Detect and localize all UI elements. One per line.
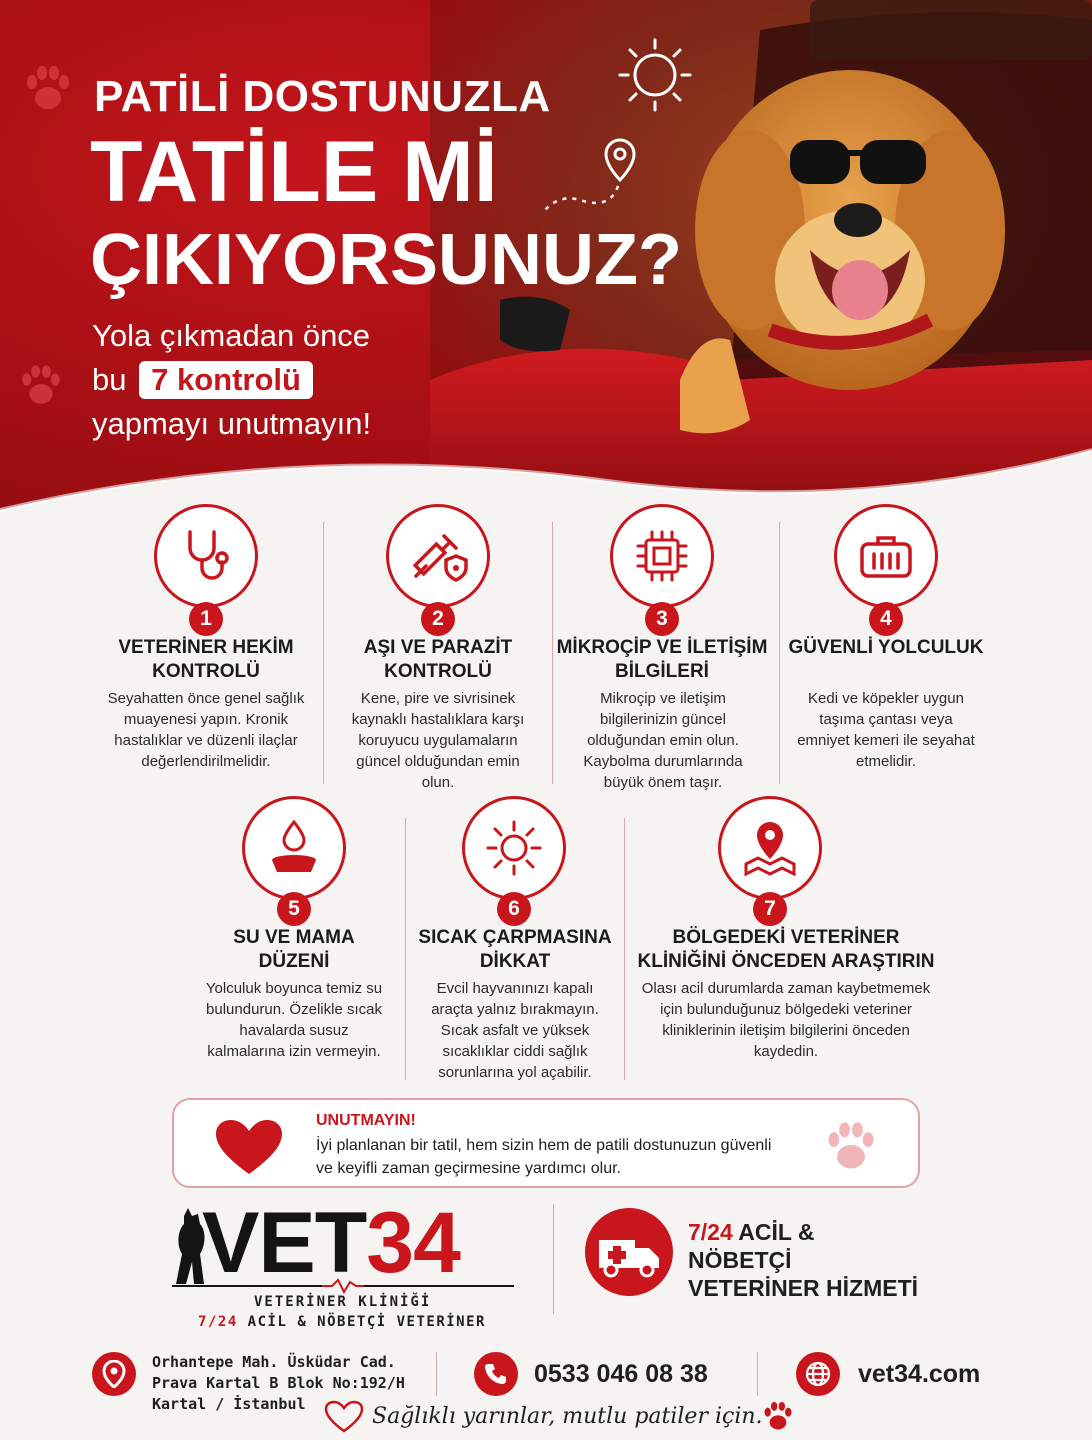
item-description: Olası acil durumlarda zaman kaybetmemek için bulunduğunuz bölgedeki veteriner kliniklerinin iletişim bilgilerini önceden kaydedin.: [641, 980, 931, 1060]
subtitle-line-2: [92, 358, 371, 402]
subtitle-line-3: yapmayı unutmayın!: [92, 406, 372, 441]
step-number: 5: [277, 892, 311, 926]
sun-icon: [462, 796, 566, 900]
reminder-box: [172, 1098, 920, 1188]
column-divider: [323, 522, 324, 784]
brand-name-black: VET: [202, 1195, 367, 1291]
vet34-logo: [172, 1195, 532, 1338]
contact-divider: [436, 1352, 437, 1396]
emergency-service-text: [688, 1218, 918, 1302]
hero-headline: [90, 72, 682, 300]
item-title: VETERİNER HEKİM KONTROLÜ: [118, 637, 294, 682]
step-number: 3: [645, 602, 679, 636]
hero-banner: [0, 0, 1092, 560]
item-description: Kene, pire ve sivrisinek kaynaklı hastalıklara karşı koruyucu uygulamaların güncel olduğundan emin olun.: [351, 690, 525, 791]
address: [152, 1352, 405, 1415]
reminder-title: UNUTMAYIN!: [316, 1112, 416, 1129]
emergency-line-1-rest: ACİL &: [732, 1219, 815, 1245]
paw-print-icon: [20, 60, 76, 116]
heart-outline-icon: [324, 1400, 364, 1434]
slogan: Sağlıklı yarınlar, mutlu patiler için.: [372, 1404, 763, 1429]
hero-subtitle: [92, 314, 371, 446]
map-pin-icon: [718, 796, 822, 900]
emergency-line-3: VETERİNER HİZMETİ: [688, 1275, 919, 1301]
brand-subtitle: VETERİNER KLİNİĞİ: [254, 1294, 432, 1310]
stethoscope-icon: [154, 504, 258, 608]
phone-icon: [474, 1352, 518, 1396]
item-title: MİKROÇİP VE İLETİŞİM BİLGİLERİ: [556, 637, 768, 682]
item-description: Evcil hayvanınızı kapalı araçta yalnız bırakmayın. Sıcak asfalt ve yüksek sıcaklıklar ciddi sağlık sorunlarına yol açabilir.: [431, 980, 599, 1081]
brand-tagline-red: 7/24: [198, 1314, 238, 1330]
paw-print-icon: [760, 1398, 796, 1434]
ambulance-icon: [585, 1208, 673, 1296]
paw-print-icon: [818, 1116, 884, 1176]
item-title: AŞI VE PARAZİT KONTROLÜ: [363, 637, 513, 682]
paw-print-icon: [16, 360, 66, 410]
emergency-line-1: [688, 1218, 918, 1246]
microchip-icon: [610, 504, 714, 608]
column-divider: [405, 818, 406, 1080]
location-icon: [92, 1352, 136, 1396]
item-description: Yolculuk boyunca temiz su bulundurun. Özelikle sıcak havalarda susuz kalmalarına izin vermeyin.: [205, 980, 383, 1060]
subtitle-prefix: bu: [92, 362, 127, 397]
reminder-text: İyi planlanan bir tatil, hem sizin hem de patili dostunuzun güvenli ve keyifli zaman geçirmesine yardımcı olur.: [316, 1137, 772, 1177]
column-divider: [552, 522, 553, 784]
step-number: 6: [497, 892, 531, 926]
heart-icon: [214, 1118, 284, 1178]
website-link[interactable]: vet34.com: [858, 1360, 981, 1388]
headline-line-3: ÇIKIYORSUNUZ?: [90, 220, 682, 300]
item-title: SU VE MAMA DÜZENİ: [233, 927, 355, 972]
item-description: Mikroçip ve iletişim bilgilerinizin güncel olduğundan emin olun. Kaybolma durumlarında büyük önem taşır.: [583, 690, 743, 791]
emergency-red: 7/24: [688, 1219, 733, 1245]
address-line-3: Kartal / İstanbul: [152, 1395, 306, 1413]
water-bowl-icon: [242, 796, 346, 900]
item-description: Kedi ve köpekler uygun taşıma çantası veya emniyet kemeri ile seyahat etmelidir.: [797, 690, 975, 770]
brand-name: [202, 1195, 460, 1291]
item-title: BÖLGEDEKİ VETERİNER KLİNİĞİNİ ÖNCEDEN ARAŞTIRIN: [637, 927, 935, 972]
step-number: 1: [189, 602, 223, 636]
item-description: Seyahatten önce genel sağlık muayenesi yapın. Kronik hastalıklar ve düzenli ilaçlar değerlendirilmelidir.: [107, 690, 305, 770]
item-title: SICAK ÇARPMASINA DİKKAT: [418, 927, 612, 972]
step-number: 2: [421, 602, 455, 636]
section-divider: [553, 1204, 554, 1314]
brand-tagline: [192, 1314, 492, 1330]
item-title: GÜVENLİ YOLCULUK: [788, 637, 984, 658]
highlight-badge: 7 kontrolü: [139, 361, 313, 399]
column-divider: [624, 818, 625, 1080]
contact-divider: [757, 1352, 758, 1396]
brand-name-red: 34: [366, 1195, 460, 1291]
step-number: 4: [869, 602, 903, 636]
pet-carrier-icon: [834, 504, 938, 608]
brand-tagline-rest: ACİL & NÖBETÇİ VETERİNER: [237, 1314, 486, 1330]
step-number: 7: [753, 892, 787, 926]
address-line-2: Prava Kartal B Blok No:192/H: [152, 1374, 405, 1392]
subtitle-line-1: Yola çıkmadan önce: [92, 318, 371, 353]
syringe-shield-icon: [386, 504, 490, 608]
phone-number[interactable]: 0533 046 08 38: [534, 1360, 708, 1388]
headline-line-1: PATİLİ DOSTUNUZLA: [94, 72, 551, 121]
globe-icon: [796, 1352, 840, 1396]
address-line-1: Orhantepe Mah. Üsküdar Cad.: [152, 1353, 396, 1371]
headline-line-2: TATİLE Mİ: [90, 124, 498, 220]
heartbeat-line: [172, 1278, 514, 1294]
emergency-line-2: NÖBETÇİ: [688, 1247, 792, 1273]
